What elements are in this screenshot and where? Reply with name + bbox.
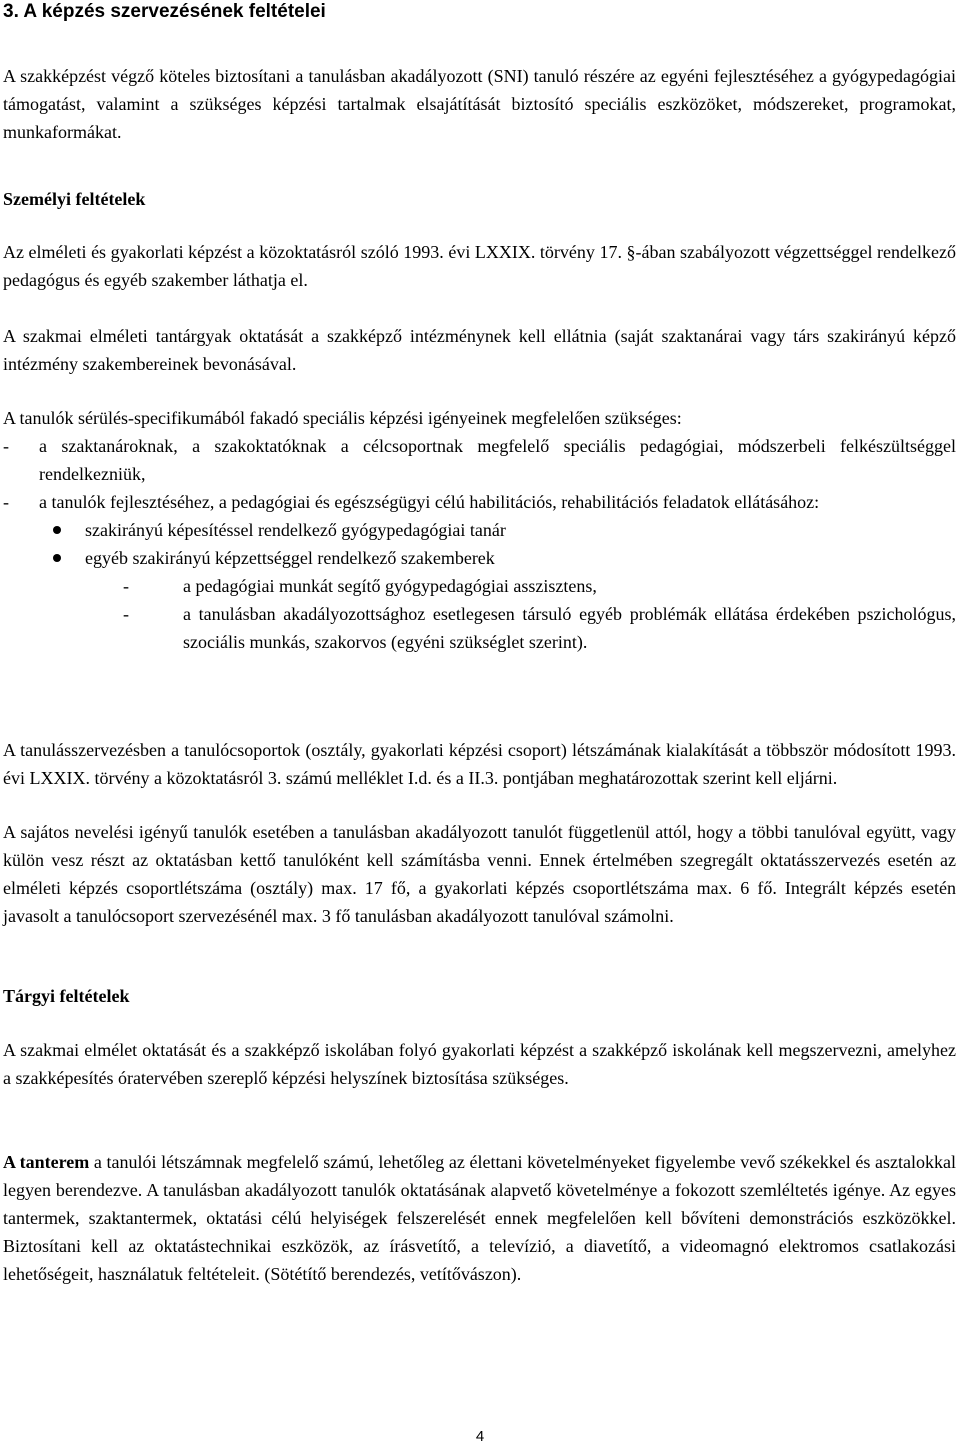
personal-paragraph-5: A sajátos nevelési igényű tanulók esetében a tanulásban akadályozott tanulót függetlenül attól, hogy a többi tanulóval együtt, vagy külön vesz részt az oktatásban kettő tanulóként kell számításba venni. Ennek értelmében szegregált oktatásszervezés esetén az elméleti képzés csoportlétszáma (osztály) max. 17 fő, a gyakorlati képzés csoportlétszáma max. 6 fő. Integrált képzés esetén javasolt a tanulócsoport szervezésénél max. 3 fő tanulásban akadályozott tanulóval számolni. xyxy=(3,822,956,926)
requirements-block xyxy=(3,404,956,656)
bullet-icon xyxy=(53,554,61,562)
personal-paragraph-1: Az elméleti és gyakorlati képzést a közoktatásról szóló 1993. évi LXXIX. törvény 17. §-ában szabályozott végzettséggel rendelkező pedagógus és egyéb szakember láthatja el. xyxy=(3,242,956,290)
dash-item-1 xyxy=(3,432,956,488)
dash-item-2 xyxy=(3,488,956,516)
bullet-item-text: szakirányú képesítéssel rendelkező gyógypedagógiai tanár xyxy=(85,520,506,540)
bullet-item-2 xyxy=(3,544,956,572)
document-page xyxy=(3,0,956,1451)
dash-mark: - xyxy=(3,436,9,456)
classroom-text: a tanulói létszámnak megfelelő számú, lehetőleg az élettani követelményeket figyelembe vevő székekkel és asztalokkal legyen berendezve. A tanulásban akadályozott tanulók oktatásának alapvető követelménye a fokozott szemléltetés igénye. Az egyes tantermek, szaktantermek, oktatási célú helyiségek felszerelését ennek megfelelően kell bővíteni demonstrációs eszközökkel. Biztosítani kell az oktatástechnikai eszközök, az írásvetítő, a televízió, a diavetítő, a videomagnó elektromos csatlakozási lehetőségeit, használatuk feltételeit. (Sötétítő berendezés, vetítővászon). xyxy=(3,1152,956,1284)
dash-mark: - xyxy=(123,576,129,596)
material-heading: Tárgyi feltételek xyxy=(3,986,130,1006)
section-title: 3. A képzés szervezésének feltételei xyxy=(3,1,326,22)
personal-heading: Személyi feltételek xyxy=(3,189,146,209)
sub-dash-item-text: a tanulásban akadályozottsághoz esetlegesen társuló egyéb problémák ellátása érdekében pszichológus, szociális munkás, szakorvos (egyéni szükséglet szerint). xyxy=(183,604,956,652)
intro-paragraph: A szakképzést végző köteles biztosítani a tanulásban akadályozott (SNI) tanuló részére az egyéni fejlesztéséhez a gyógypedagógiai támogatást, valamint a szükséges képzési tartalmak elsajátítását biztosító speciális eszközöket, módszereket, programokat, munkaformákat. xyxy=(3,66,956,142)
bullet-item-1 xyxy=(3,516,956,544)
dash-mark: - xyxy=(3,492,9,512)
sub-dash-item-text: a pedagógiai munkát segítő gyógypedagógiai asszisztens, xyxy=(183,576,597,596)
bullet-item-text: egyéb szakirányú képzettséggel rendelkező szakemberek xyxy=(85,548,495,568)
bullet-icon xyxy=(53,526,61,534)
personal-paragraph-2: A szakmai elméleti tantárgyak oktatását a szakképző intézménynek kell ellátnia (saját szaktanárai vagy társ szakirányú képző intézmény szakembereinek bevonásával. xyxy=(3,326,956,374)
page-number: 4 xyxy=(475,1428,485,1445)
material-paragraph-2 xyxy=(3,1148,956,1288)
classroom-term: A tanterem xyxy=(3,1152,90,1172)
sub-dash-item-1 xyxy=(3,572,956,600)
sub-dash-item-2 xyxy=(3,600,956,656)
material-paragraph-1: A szakmai elmélet oktatását és a szakképző iskolában folyó gyakorlati képzést a szakképző iskolának kell megszervezni, amelyhez a szakképesítés óratervében szereplő képzési helyszínek biztosítása szükséges. xyxy=(3,1040,956,1088)
personal-paragraph-3: A tanulók sérülés-specifikumából fakadó speciális képzési igényeinek megfelelően szükséges: xyxy=(3,408,682,428)
dash-mark: - xyxy=(123,604,129,624)
personal-paragraph-4: A tanulásszervezésben a tanulócsoportok (osztály, gyakorlati képzési csoport) létszámának kialakítását a többször módosított 1993. évi LXXIX. törvény a közoktatásról 3. számú melléklet I.d. és a II.3. pontjában meghatározottak szerint kell eljárni. xyxy=(3,740,956,788)
dash-item-text: a tanulók fejlesztéséhez, a pedagógiai és egészségügyi célú habilitációs, rehabilitációs feladatok ellátásához: xyxy=(39,492,820,512)
dash-item-text: a szaktanároknak, a szakoktatóknak a célcsoportnak megfelelő speciális pedagógiai, módszerbeli felkészültséggel rendelkezniük, xyxy=(39,436,956,484)
